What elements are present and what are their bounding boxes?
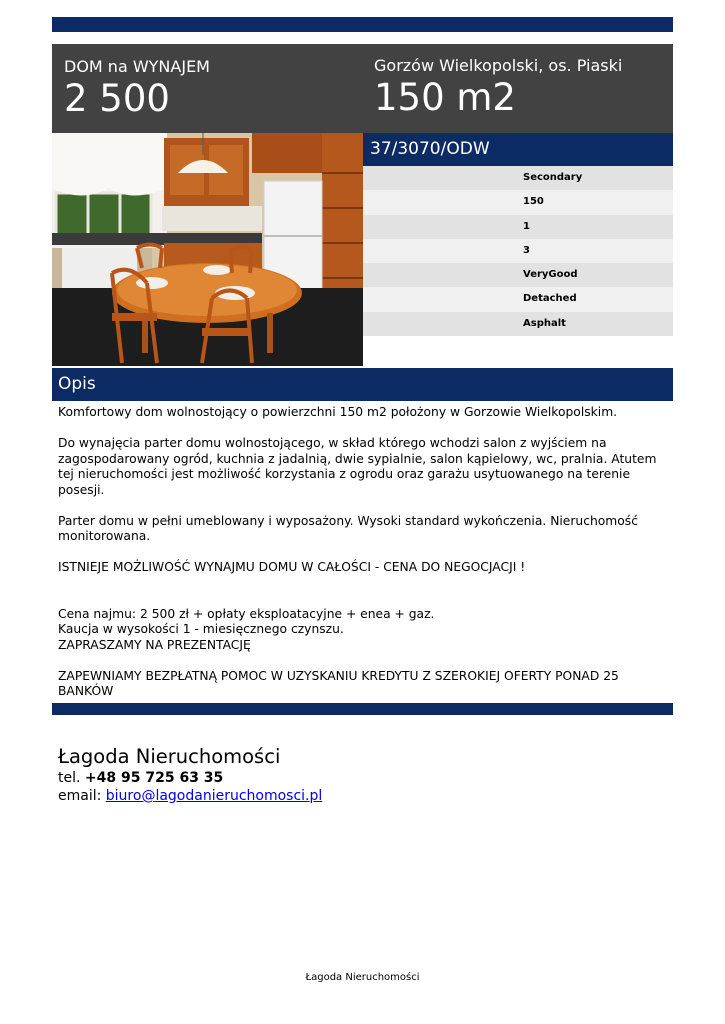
reference-number: 37/3070/ODW xyxy=(363,133,673,166)
param-rooms: 3 xyxy=(363,239,673,263)
description-paragraph: Do wynajęcia parter domu wolnostojącego, w skład którego wchodzi salon z wyjściem na zagospodarowany ogród, kuchnia z jadalnią, dwie sypialnie, salon kąpielowy, wc, pralnia. Atutem tej nieruchomości jest możliwość korzystania z ogrodu oraz garażu usytuowanego na terenie posesji. xyxy=(58,436,657,497)
listing-header xyxy=(52,44,673,133)
property-photo xyxy=(52,133,363,366)
param-condition: VeryGood xyxy=(363,263,673,287)
description-body xyxy=(58,405,670,700)
header-left xyxy=(64,57,210,120)
description-paragraph: Cena najmu: 2 500 zł + opłaty eksploatacyjne + enea + gaz. xyxy=(58,606,435,621)
param-access-road: Asphalt xyxy=(363,312,673,336)
agency-contact xyxy=(58,744,322,805)
email-link[interactable]: biuro@lagodanieruchomosci.pl xyxy=(105,788,323,804)
param-floors: 1 xyxy=(363,215,673,239)
header-right xyxy=(374,56,622,119)
description-heading: Opis xyxy=(52,368,673,401)
phone-label: tel. xyxy=(58,770,81,786)
area: 150 m2 xyxy=(374,76,516,119)
description-paragraph: Parter domu w pełni umeblowany i wyposażony. Wysoki standard wykończenia. Nieruchomość monitorowana. xyxy=(58,513,638,543)
description-paragraph: ZAPEWNIAMY BEZPŁATNĄ POMOC W UZYSKANIU KREDYTU Z SZEROKIEJ OFERTY PONAD 25 BANKÓW xyxy=(58,668,619,698)
price: 2 500 xyxy=(64,77,170,120)
agency-name: Łagoda Nieruchomości xyxy=(58,745,281,768)
top-accent-bar xyxy=(52,17,673,32)
description-paragraph: ISTNIEJE MOŻLIWOŚĆ WYNAJMU DOMU W CAŁOŚCI - CENA DO NEGOCJACJI ! xyxy=(58,560,526,574)
agency-email-line xyxy=(58,787,322,805)
param-building-type: Detached xyxy=(363,287,673,311)
agency-phone-line xyxy=(58,769,322,787)
email-label: email: xyxy=(58,788,102,804)
param-area: 150 xyxy=(363,190,673,214)
description-paragraph: Kaucja w wysokości 1 - miesięcznego czynszu. xyxy=(58,622,344,636)
offer-type: DOM na WYNAJEM xyxy=(64,57,210,76)
property-params xyxy=(363,166,673,336)
section-divider-bar xyxy=(52,703,673,715)
description-paragraph: Komfortowy dom wolnostojący o powierzchni 150 m2 położony w Gorzowie Wielkopolskim. xyxy=(58,405,618,419)
param-market: Secondary xyxy=(363,166,673,190)
phone-number[interactable]: +48 95 725 63 35 xyxy=(84,770,224,786)
location: Gorzów Wielkopolski, os. Piaski xyxy=(374,56,623,75)
description-paragraph: ZAPRASZAMY NA PREZENTACJĘ xyxy=(58,637,251,652)
page-footer: Łagoda Nieruchomości xyxy=(305,972,420,983)
